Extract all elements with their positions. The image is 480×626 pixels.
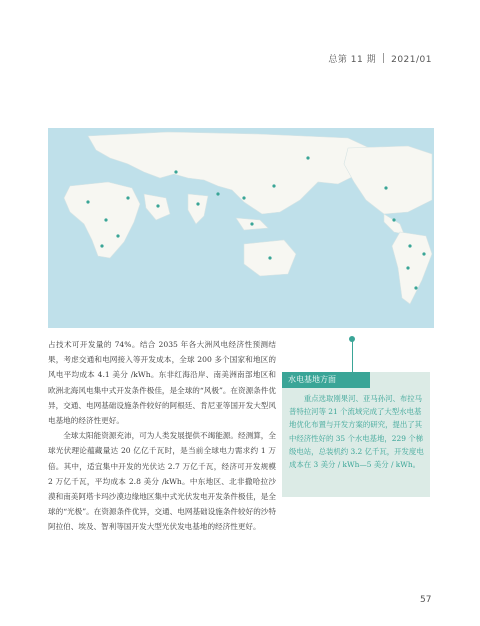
paragraph-solar: 全球太阳能资源充沛，可为人类发展提供不竭能源。经测算，全球光伏理论蕴藏量达 20 亿亿千瓦时，是当前全球电力需求约 1 万倍。其中，适宜集中开发的光伏达 2.7 万亿千瓦，经济可开发规模 2 万亿千瓦，平均成本 2.8 美分 /kWh。中东地区、北非撒哈拉沙漠和南美阿塔卡玛沙漠边缘地区集中式光伏发电开发条件极佳，是全球的“光极”。在资源条件优异，交通、电网基础设施条件较好的沙特阿拉伯、埃及、智利等国开发大型光伏发电基地的经济性更好。 <box>48 431 276 532</box>
sidebar-title: 水电基地方面 <box>282 372 370 388</box>
paragraph-wind: 占技术可开发量的 74%。结合 2035 年各大洲风电经济性预测结果，考虑交通和电网接入等开发成本，全球 200 多个国家和地区的风电平均成本 4.1 美分 /kWh。东非红海沿岸、南美洲南部地区和欧洲北海风电集中式开发条件极佳，是全球的“风极”。在资源条件优异，交通、电网基础设施条件较好的阿根廷、肯尼亚等国开发大型风电基地的经济性更好。 <box>48 340 276 426</box>
header-divider <box>383 53 384 63</box>
issue-date: 2021/01 <box>391 55 432 65</box>
sidebar-text: 重点选取刚果河、亚马孙河、布拉马普特拉河等 21 个流域完成了大型水电基地优化布置与开发方案的研究，提出了其中经济性好的 35 个水电基地，229 个梯级电站，总装机约 3.2 亿千瓦，开发度电成本在 3 美分 / kWh—5 美分 / kWh。 <box>289 394 424 470</box>
world-map <box>48 128 434 328</box>
callout-leader-line <box>352 340 353 372</box>
issue-number: 总第 11 期 <box>328 55 377 65</box>
article-body <box>48 337 276 535</box>
page-header <box>328 52 432 65</box>
page-number: 57 <box>420 595 432 605</box>
